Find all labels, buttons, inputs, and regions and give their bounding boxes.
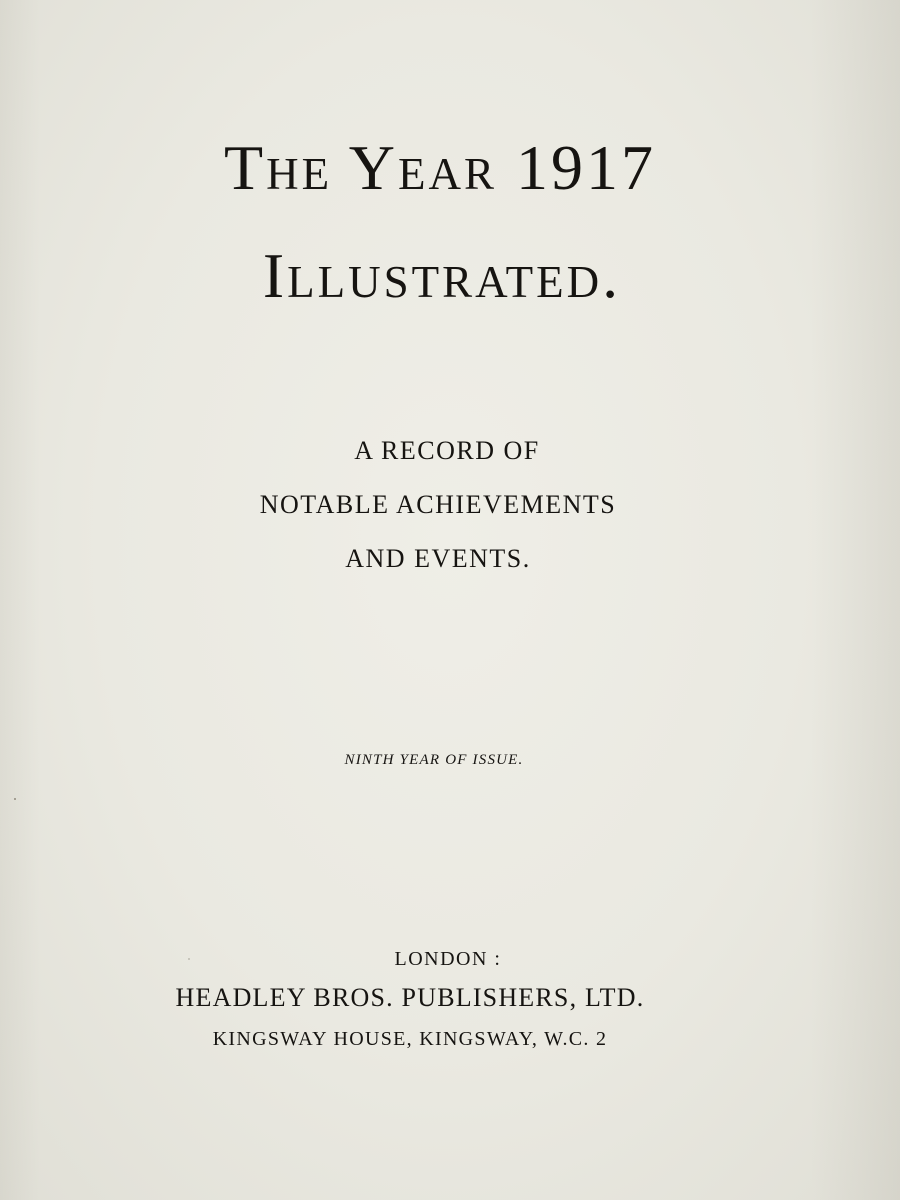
publisher-address: KINGSWAY HOUSE, KINGSWAY, W.C. 2 — [212, 1028, 608, 1050]
subtitle-line-3: AND EVENTS. — [345, 544, 531, 573]
issue-note: NINTH YEAR OF ISSUE. — [344, 752, 524, 768]
publisher-city: LONDON : — [394, 948, 502, 970]
book-title-line-1: The Year 1917 — [224, 132, 656, 203]
book-title-line-2: Illustrated. — [262, 240, 622, 311]
subtitle-line-2: NOTABLE ACHIEVEMENTS — [259, 490, 617, 519]
paper-speck — [14, 798, 16, 800]
subtitle-line-1: A RECORD OF — [354, 436, 540, 465]
publisher-name: HEADLEY BROS. PUBLISHERS, LTD. — [175, 983, 645, 1012]
